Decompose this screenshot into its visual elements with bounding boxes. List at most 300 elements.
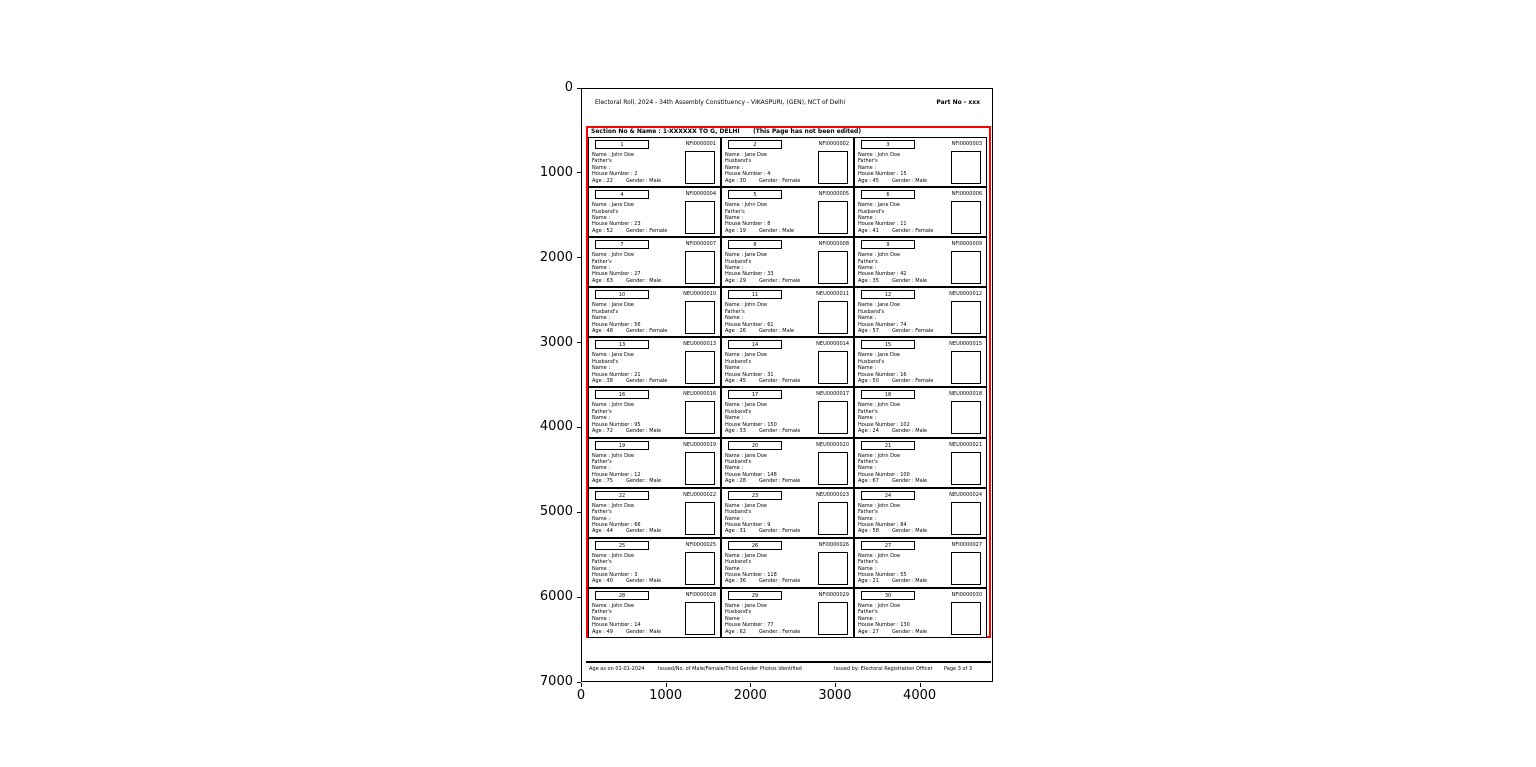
voter-card — [854, 237, 987, 287]
epic-number: NEU0000014 — [816, 341, 849, 348]
house-number: House Number : 11 — [858, 221, 907, 228]
voter-age: Age : 45 — [858, 177, 879, 184]
voter-card — [854, 337, 987, 387]
epic-number: NEU0000020 — [816, 441, 849, 448]
voter-gender: Gender : Male — [892, 277, 928, 284]
voter-photo-box — [685, 502, 715, 535]
voter-gender: Gender : Male — [626, 528, 662, 535]
age-gender-line — [725, 178, 817, 184]
document-part-number: Part No - xxx — [936, 99, 980, 106]
epic-number: NEU0000023 — [816, 491, 849, 498]
voter-card — [721, 588, 854, 638]
voter-name: Name : John Doe — [858, 452, 901, 459]
voter-gender: Gender : Male — [892, 578, 928, 585]
voter-photo-box — [951, 301, 981, 334]
epic-number: NEU0000022 — [683, 491, 716, 498]
voter-gender: Gender : Male — [892, 628, 928, 635]
voter-age: Age : 52 — [592, 227, 613, 234]
serial-number-box: 22 — [595, 491, 649, 500]
age-gender-line — [592, 178, 684, 184]
x-tick-mark — [666, 683, 667, 687]
voter-gender: Gender : Male — [626, 428, 662, 435]
voter-gender: Gender : Female — [759, 628, 801, 635]
voter-name: Name : Jane Doe — [725, 452, 767, 459]
x-tick-label: 0 — [576, 688, 586, 703]
voter-gender: Gender : Male — [892, 177, 928, 184]
voter-gender: Gender : Male — [626, 578, 662, 585]
voter-gender: Gender : Female — [626, 378, 668, 385]
voter-fields — [725, 553, 817, 585]
age-gender-line — [725, 378, 817, 384]
voter-fields — [858, 553, 950, 585]
age-gender-line — [858, 378, 950, 384]
epic-number: NFI0000008 — [818, 241, 849, 248]
house-number: House Number : 12 — [592, 471, 641, 478]
relation-name-label: Father's Name : — [858, 559, 878, 572]
voter-photo-box — [951, 201, 981, 234]
voter-fields — [725, 503, 817, 535]
voter-fields — [725, 302, 817, 334]
age-gender-line — [592, 228, 684, 234]
voter-photo-box — [818, 401, 848, 434]
age-gender-line — [725, 629, 817, 635]
serial-number-box: 21 — [861, 441, 915, 450]
house-number: House Number : 27 — [592, 271, 641, 278]
age-gender-line — [592, 328, 684, 334]
voter-gender: Gender : Female — [892, 327, 934, 334]
serial-number-box: 30 — [861, 591, 915, 600]
voter-fields — [725, 152, 817, 184]
house-number: House Number : 100 — [858, 471, 910, 478]
epic-number: NFI0000029 — [818, 591, 849, 598]
x-tick-mark — [581, 683, 582, 687]
voter-age: Age : 35 — [858, 277, 879, 284]
house-number: House Number : 3 — [592, 572, 638, 579]
house-number: House Number : 150 — [725, 421, 777, 428]
voter-photo-box — [685, 201, 715, 234]
age-gender-line — [858, 328, 950, 334]
voter-photo-box — [685, 151, 715, 184]
house-number: House Number : 31 — [725, 371, 774, 378]
house-number: House Number : 15 — [858, 171, 907, 178]
age-gender-line — [858, 629, 950, 635]
voter-photo-box — [951, 602, 981, 635]
relation-name-label: Husband's Name : — [858, 358, 885, 372]
plot-axes — [581, 88, 993, 682]
voter-card — [854, 137, 987, 187]
section-number-name: Section No & Name : 1-XXXXXX TO G, DELHI — [591, 128, 740, 135]
relation-name-label: Husband's Name : — [725, 509, 752, 522]
house-number: House Number : 14 — [592, 622, 641, 629]
voter-gender: Gender : Male — [892, 478, 928, 485]
voter-age: Age : 27 — [858, 628, 879, 635]
house-number: House Number : 42 — [858, 271, 907, 278]
serial-number-box: 16 — [595, 390, 649, 399]
voter-card — [854, 488, 987, 538]
age-gender-line — [858, 578, 950, 584]
epic-number: NFI0000006 — [951, 191, 982, 198]
y-tick-label: 7000 — [539, 674, 573, 689]
voter-name: Name : John Doe — [858, 552, 901, 559]
document-header-title: Electoral Roll, 2024 - 34th Assembly Constituency - VIKASPURI, (GEN), NCT of Delhi — [595, 99, 846, 106]
relation-name-label: Husband's Name : — [725, 559, 752, 572]
voter-name: Name : Jane Doe — [725, 252, 767, 259]
house-number: House Number : 118 — [725, 572, 777, 579]
x-tick-mark — [920, 683, 921, 687]
house-number: House Number : 77 — [725, 622, 774, 629]
voter-age: Age : 50 — [858, 378, 879, 385]
relation-name-label: Father's Name : — [592, 559, 612, 572]
voter-age: Age : 38 — [592, 378, 613, 385]
voter-age: Age : 36 — [725, 578, 746, 585]
serial-number-box: 20 — [728, 441, 782, 450]
relation-name-label: Husband's Name : — [592, 208, 619, 221]
voter-name: Name : John Doe — [592, 602, 635, 609]
voter-photo-box — [818, 251, 848, 284]
voter-name: Name : Jane Doe — [725, 402, 767, 409]
voter-name: Name : Jane Doe — [858, 352, 900, 359]
voter-age: Age : 62 — [725, 628, 746, 635]
house-number: House Number : 21 — [592, 371, 641, 378]
voter-fields — [592, 152, 684, 184]
age-gender-line — [592, 278, 684, 284]
voter-name: Name : John Doe — [858, 252, 901, 259]
voter-fields — [592, 352, 684, 384]
epic-number: NEU0000018 — [949, 391, 982, 398]
voter-photo-box — [951, 351, 981, 384]
voter-age: Age : 58 — [858, 528, 879, 535]
voter-name: Name : John Doe — [592, 452, 635, 459]
y-tick-label: 5000 — [539, 504, 573, 520]
house-number: House Number : 102 — [858, 421, 910, 428]
voter-gender: Gender : Male — [626, 277, 662, 284]
epic-number: NFI0000002 — [818, 141, 849, 147]
epic-number: NEU0000019 — [683, 441, 716, 448]
voter-card — [721, 287, 854, 337]
epic-number: NFI0000007 — [685, 241, 716, 248]
age-gender-line — [858, 428, 950, 434]
serial-number-box: 11 — [728, 290, 782, 299]
epic-number: NEU0000015 — [949, 341, 982, 348]
voter-gender: Gender : Female — [759, 428, 801, 435]
epic-number: NFI0000027 — [951, 541, 982, 548]
house-number: House Number : 8 — [725, 221, 771, 228]
voter-name: Name : John Doe — [858, 602, 901, 609]
voter-card — [588, 438, 721, 488]
voter-card — [588, 588, 721, 638]
voter-card — [588, 488, 721, 538]
voter-age: Age : 22 — [592, 177, 613, 184]
age-gender-line — [858, 228, 950, 234]
epic-number: NFI0000005 — [818, 191, 849, 198]
x-tick-mark — [750, 683, 751, 687]
voter-fields — [592, 202, 684, 234]
age-gender-line — [858, 478, 950, 484]
voter-card — [854, 538, 987, 588]
voter-name: Name : Jane Doe — [858, 202, 900, 209]
serial-number-box: 8 — [728, 240, 782, 249]
relation-name-label: Father's Name : — [592, 609, 612, 622]
epic-number: NEU0000011 — [816, 291, 849, 298]
age-gender-line — [592, 378, 684, 384]
voter-photo-box — [951, 251, 981, 284]
epic-number: NEU0000012 — [949, 291, 982, 298]
voter-name: Name : Jane Doe — [592, 302, 634, 309]
voter-fields — [592, 402, 684, 434]
relation-name-label: Husband's Name : — [592, 308, 619, 322]
relation-name-label: Husband's Name : — [725, 258, 752, 271]
voter-card — [588, 287, 721, 337]
voter-gender: Gender : Male — [759, 227, 795, 234]
voter-name: Name : Jane Doe — [725, 152, 767, 158]
voter-fields — [592, 302, 684, 334]
voter-card — [588, 337, 721, 387]
house-number: House Number : 95 — [592, 421, 641, 428]
voter-photo-box — [685, 351, 715, 384]
serial-number-box: 14 — [728, 340, 782, 349]
voter-fields — [858, 152, 950, 184]
age-gender-line — [592, 478, 684, 484]
voter-card — [854, 387, 987, 437]
voter-gender: Gender : Female — [892, 227, 934, 234]
voter-grid — [588, 137, 987, 638]
y-tick-label: 1000 — [539, 164, 573, 180]
serial-number-box: 23 — [728, 491, 782, 500]
age-gender-line — [725, 328, 817, 334]
voter-card — [721, 237, 854, 287]
section-header-row — [591, 128, 983, 135]
epic-number: NEU0000021 — [949, 441, 982, 448]
voter-photo-box — [818, 502, 848, 535]
voter-gender: Gender : Male — [626, 177, 662, 184]
voter-gender: Gender : Female — [626, 227, 668, 234]
voter-gender: Gender : Female — [759, 177, 801, 184]
voter-fields — [858, 302, 950, 334]
epic-number: NFI0000003 — [951, 141, 982, 147]
house-number: House Number : 33 — [725, 271, 774, 278]
voter-name: Name : John Doe — [725, 202, 768, 209]
age-gender-line — [592, 528, 684, 534]
x-tick-label: 2000 — [733, 688, 767, 703]
voter-card — [588, 137, 721, 187]
relation-name-label: Father's Name : — [858, 408, 878, 422]
voter-fields — [858, 352, 950, 384]
voter-name: Name : John Doe — [592, 552, 635, 559]
relation-name-label: Father's Name : — [592, 509, 612, 522]
epic-number: NFI0000026 — [818, 541, 849, 548]
x-tick-mark — [835, 683, 836, 687]
voter-card — [854, 438, 987, 488]
relation-name-label: Husband's Name : — [725, 158, 752, 171]
voter-photo-box — [818, 301, 848, 334]
voter-photo-box — [951, 552, 981, 585]
voter-fields — [858, 402, 950, 434]
voter-fields — [858, 503, 950, 535]
voter-age: Age : 28 — [725, 478, 746, 485]
voter-fields — [725, 402, 817, 434]
voter-gender: Gender : Male — [759, 327, 795, 334]
serial-number-box: 6 — [861, 190, 915, 199]
voter-gender: Gender : Male — [892, 528, 928, 535]
voter-age: Age : 49 — [592, 628, 613, 635]
age-gender-line — [858, 278, 950, 284]
voter-name: Name : Jane Doe — [858, 302, 900, 309]
y-tick-label: 6000 — [539, 589, 573, 605]
footer-issuing-officer: Issued by: Electoral Registration Officer — [834, 666, 933, 672]
relation-name-label: Father's Name : — [858, 509, 878, 522]
voter-name: Name : John Doe — [725, 302, 768, 309]
voter-gender: Gender : Female — [759, 378, 801, 385]
voter-photo-box — [818, 602, 848, 635]
age-gender-line — [725, 428, 817, 434]
voter-card — [721, 538, 854, 588]
voter-age: Age : 48 — [592, 327, 613, 334]
voter-name: Name : Jane Doe — [725, 352, 767, 359]
voter-photo-box — [685, 301, 715, 334]
relation-name-label: Husband's Name : — [725, 408, 752, 422]
voter-age: Age : 30 — [725, 177, 746, 184]
serial-number-box: 27 — [861, 541, 915, 550]
relation-name-label: Father's Name : — [592, 158, 612, 171]
voter-fields — [725, 352, 817, 384]
relation-name-label: Father's Name : — [725, 208, 745, 221]
voter-age: Age : 24 — [858, 428, 879, 435]
page-edit-note: (This Page has not been edited) — [753, 128, 862, 135]
voter-fields — [725, 202, 817, 234]
serial-number-box: 2 — [728, 140, 782, 149]
serial-number-box: 17 — [728, 390, 782, 399]
serial-number-box: 29 — [728, 591, 782, 600]
relation-name-label: Husband's Name : — [725, 358, 752, 372]
age-gender-line — [858, 178, 950, 184]
voter-age: Age : 29 — [725, 277, 746, 284]
serial-number-box: 13 — [595, 340, 649, 349]
serial-number-box: 12 — [861, 290, 915, 299]
voter-photo-box — [951, 401, 981, 434]
voter-photo-box — [685, 602, 715, 635]
voter-photo-box — [685, 401, 715, 434]
serial-number-box: 15 — [861, 340, 915, 349]
relation-name-label: Father's Name : — [858, 609, 878, 622]
voter-gender: Gender : Female — [759, 528, 801, 535]
house-number: House Number : 55 — [858, 572, 907, 579]
epic-number: NFI0000001 — [685, 141, 716, 147]
voter-gender: Gender : Male — [892, 428, 928, 435]
house-number: House Number : 2 — [592, 171, 638, 178]
serial-number-box: 10 — [595, 290, 649, 299]
voter-age: Age : 26 — [725, 327, 746, 334]
voter-fields — [592, 553, 684, 585]
voter-fields — [592, 453, 684, 485]
voter-photo-box — [818, 351, 848, 384]
voter-photo-box — [951, 452, 981, 485]
voter-age: Age : 19 — [725, 227, 746, 234]
voter-fields — [592, 252, 684, 284]
relation-name-label: Father's Name : — [858, 158, 878, 171]
epic-number: NFI0000028 — [685, 591, 716, 598]
house-number: House Number : 61 — [725, 321, 774, 328]
x-tick-label: 1000 — [649, 688, 683, 703]
age-gender-line — [725, 478, 817, 484]
footer-photo-summary: Issued/No. of Male/Female/Third Gender Photos Identified — [658, 666, 802, 672]
age-gender-line — [725, 578, 817, 584]
house-number: House Number : 148 — [725, 471, 777, 478]
voter-card — [721, 337, 854, 387]
epic-number: NFI0000030 — [951, 591, 982, 598]
voter-name: Name : Jane Doe — [592, 352, 634, 359]
voter-gender: Gender : Male — [626, 628, 662, 635]
voter-gender: Gender : Female — [626, 327, 668, 334]
voter-fields — [725, 603, 817, 635]
serial-number-box: 1 — [595, 140, 649, 149]
serial-number-box: 3 — [861, 140, 915, 149]
voter-photo-box — [685, 452, 715, 485]
voter-name: Name : John Doe — [858, 152, 901, 158]
voter-card — [721, 438, 854, 488]
voter-photo-box — [818, 151, 848, 184]
serial-number-box: 28 — [595, 591, 649, 600]
voter-fields — [592, 603, 684, 635]
voter-photo-box — [951, 151, 981, 184]
voter-card — [721, 387, 854, 437]
voter-photo-box — [818, 552, 848, 585]
serial-number-box: 7 — [595, 240, 649, 249]
voter-card — [721, 137, 854, 187]
y-tick-label: 3000 — [539, 334, 573, 350]
voter-age: Age : 31 — [725, 528, 746, 535]
voter-name: Name : John Doe — [858, 502, 901, 509]
relation-name-label: Husband's Name : — [858, 308, 885, 322]
voter-card — [854, 588, 987, 638]
voter-gender: Gender : Female — [759, 578, 801, 585]
epic-number: NEU0000024 — [949, 491, 982, 498]
relation-name-label: Father's Name : — [592, 258, 612, 271]
voter-age: Age : 57 — [858, 327, 879, 334]
house-number: House Number : 84 — [858, 521, 907, 528]
house-number: House Number : 16 — [858, 371, 907, 378]
voter-age: Age : 44 — [592, 528, 613, 535]
footer-rule — [586, 661, 991, 663]
voter-name: Name : John Doe — [592, 502, 635, 509]
voter-card — [588, 387, 721, 437]
voter-name: Name : Jane Doe — [592, 202, 634, 209]
voter-age: Age : 75 — [592, 478, 613, 485]
house-number: House Number : 23 — [592, 221, 641, 228]
voter-age: Age : 45 — [725, 378, 746, 385]
epic-number: NEU0000017 — [816, 391, 849, 398]
relation-name-label: Father's Name : — [725, 308, 745, 322]
serial-number-box: 4 — [595, 190, 649, 199]
voter-card — [854, 287, 987, 337]
serial-number-box: 5 — [728, 190, 782, 199]
serial-number-box: 19 — [595, 441, 649, 450]
voter-photo-box — [685, 251, 715, 284]
voter-gender: Gender : Male — [626, 478, 662, 485]
x-tick-label: 4000 — [903, 688, 937, 703]
age-gender-line — [725, 228, 817, 234]
voter-age: Age : 40 — [592, 578, 613, 585]
age-gender-line — [725, 528, 817, 534]
footer-age-as-on: Age as on 01-01-2024 — [589, 666, 645, 672]
relation-name-label: Husband's Name : — [592, 358, 619, 372]
serial-number-box: 9 — [861, 240, 915, 249]
relation-name-label: Husband's Name : — [725, 459, 752, 472]
voter-card — [721, 488, 854, 538]
x-tick-label: 3000 — [818, 688, 852, 703]
voter-fields — [858, 453, 950, 485]
voter-age: Age : 63 — [592, 277, 613, 284]
voter-photo-box — [685, 552, 715, 585]
